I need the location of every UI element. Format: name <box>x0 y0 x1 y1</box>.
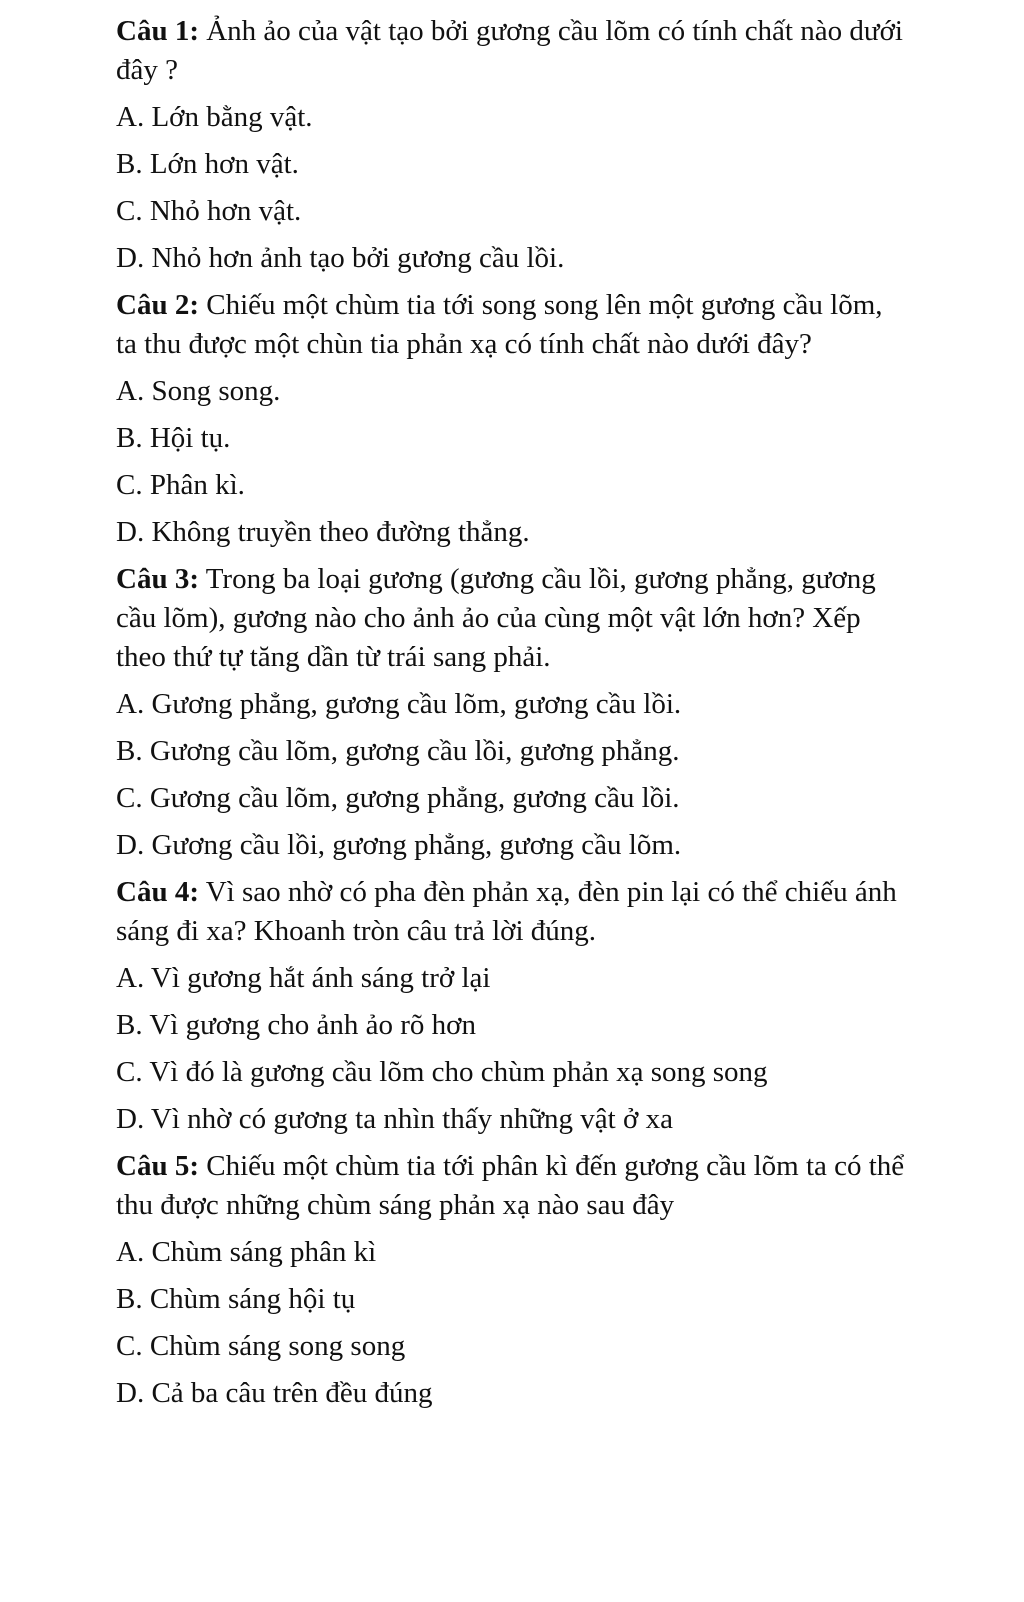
question-text <box>116 286 906 364</box>
question-body: Vì sao nhờ có pha đèn phản xạ, đèn pin lại có thể chiếu ánh sáng đi xa? Khoanh tròn câu trả lời đúng. <box>116 876 897 947</box>
answer-option-c: C. Chùm sáng song song <box>116 1330 406 1362</box>
question-body: Chiếu một chùm tia tới song song lên một gương cầu lõm, ta thu được một chùn tia phản xạ có tính chất nào dưới đây? <box>116 289 883 360</box>
question-number: Câu 5: <box>116 1150 199 1182</box>
answer-option-d: D. Cả ba câu trên đều đúng <box>116 1377 433 1409</box>
question-5 <box>116 1147 994 1413</box>
answer-option-d: D. Nhỏ hơn ảnh tạo bởi gương cầu lồi. <box>116 242 565 274</box>
answer-option-b: B. Vì gương cho ảnh ảo rõ hơn <box>116 1009 476 1041</box>
question-number: Câu 3: <box>116 563 199 595</box>
question-text <box>116 560 906 677</box>
answer-option-a: A. Song song. <box>116 375 281 407</box>
answer-option-c: C. Phân kì. <box>116 469 245 501</box>
answer-option-b: B. Hội tụ. <box>116 422 231 454</box>
question-body: Trong ba loại gương (gương cầu lồi, gương phẳng, gương cầu lõm), gương nào cho ảnh ảo của cùng một vật lớn hơn? Xếp theo thứ tự tăng dần từ trái sang phải. <box>116 563 876 673</box>
answer-option-a: A. Lớn bằng vật. <box>116 101 313 133</box>
answer-option-c: C. Vì đó là gương cầu lõm cho chùm phản xạ song song <box>116 1056 768 1088</box>
answer-option-d: D. Gương cầu lồi, gương phẳng, gương cầu lõm. <box>116 829 682 861</box>
answer-option-b: B. Gương cầu lõm, gương cầu lồi, gương phẳng. <box>116 735 680 767</box>
question-body: Ảnh ảo của vật tạo bởi gương cầu lõm có tính chất nào dưới đây ? <box>116 15 903 86</box>
question-4 <box>116 873 994 1139</box>
answer-option-c: C. Gương cầu lõm, gương phẳng, gương cầu lồi. <box>116 782 680 814</box>
answer-option-d: D. Không truyền theo đường thẳng. <box>116 516 530 548</box>
answer-option-b: B. Chùm sáng hội tụ <box>116 1283 356 1315</box>
answer-option-a: A. Gương phẳng, gương cầu lõm, gương cầu lồi. <box>116 688 682 720</box>
question-number: Câu 2: <box>116 289 199 321</box>
question-2 <box>116 286 994 552</box>
question-number: Câu 1: <box>116 15 199 47</box>
question-text <box>116 12 906 90</box>
answer-option-a: A. Vì gương hắt ánh sáng trở lại <box>116 962 491 994</box>
question-body: Chiếu một chùm tia tới phân kì đến gương cầu lõm ta có thể thu được những chùm sáng phản xạ nào sau đây <box>116 1150 905 1221</box>
answer-option-c: C. Nhỏ hơn vật. <box>116 195 302 227</box>
answer-option-d: D. Vì nhờ có gương ta nhìn thấy những vật ở xa <box>116 1103 673 1135</box>
question-3 <box>116 560 994 865</box>
question-text <box>116 1147 906 1225</box>
question-text <box>116 873 906 951</box>
question-1 <box>116 12 994 278</box>
answer-option-b: B. Lớn hơn vật. <box>116 148 299 180</box>
answer-option-a: A. Chùm sáng phân kì <box>116 1236 377 1268</box>
question-number: Câu 4: <box>116 876 199 908</box>
